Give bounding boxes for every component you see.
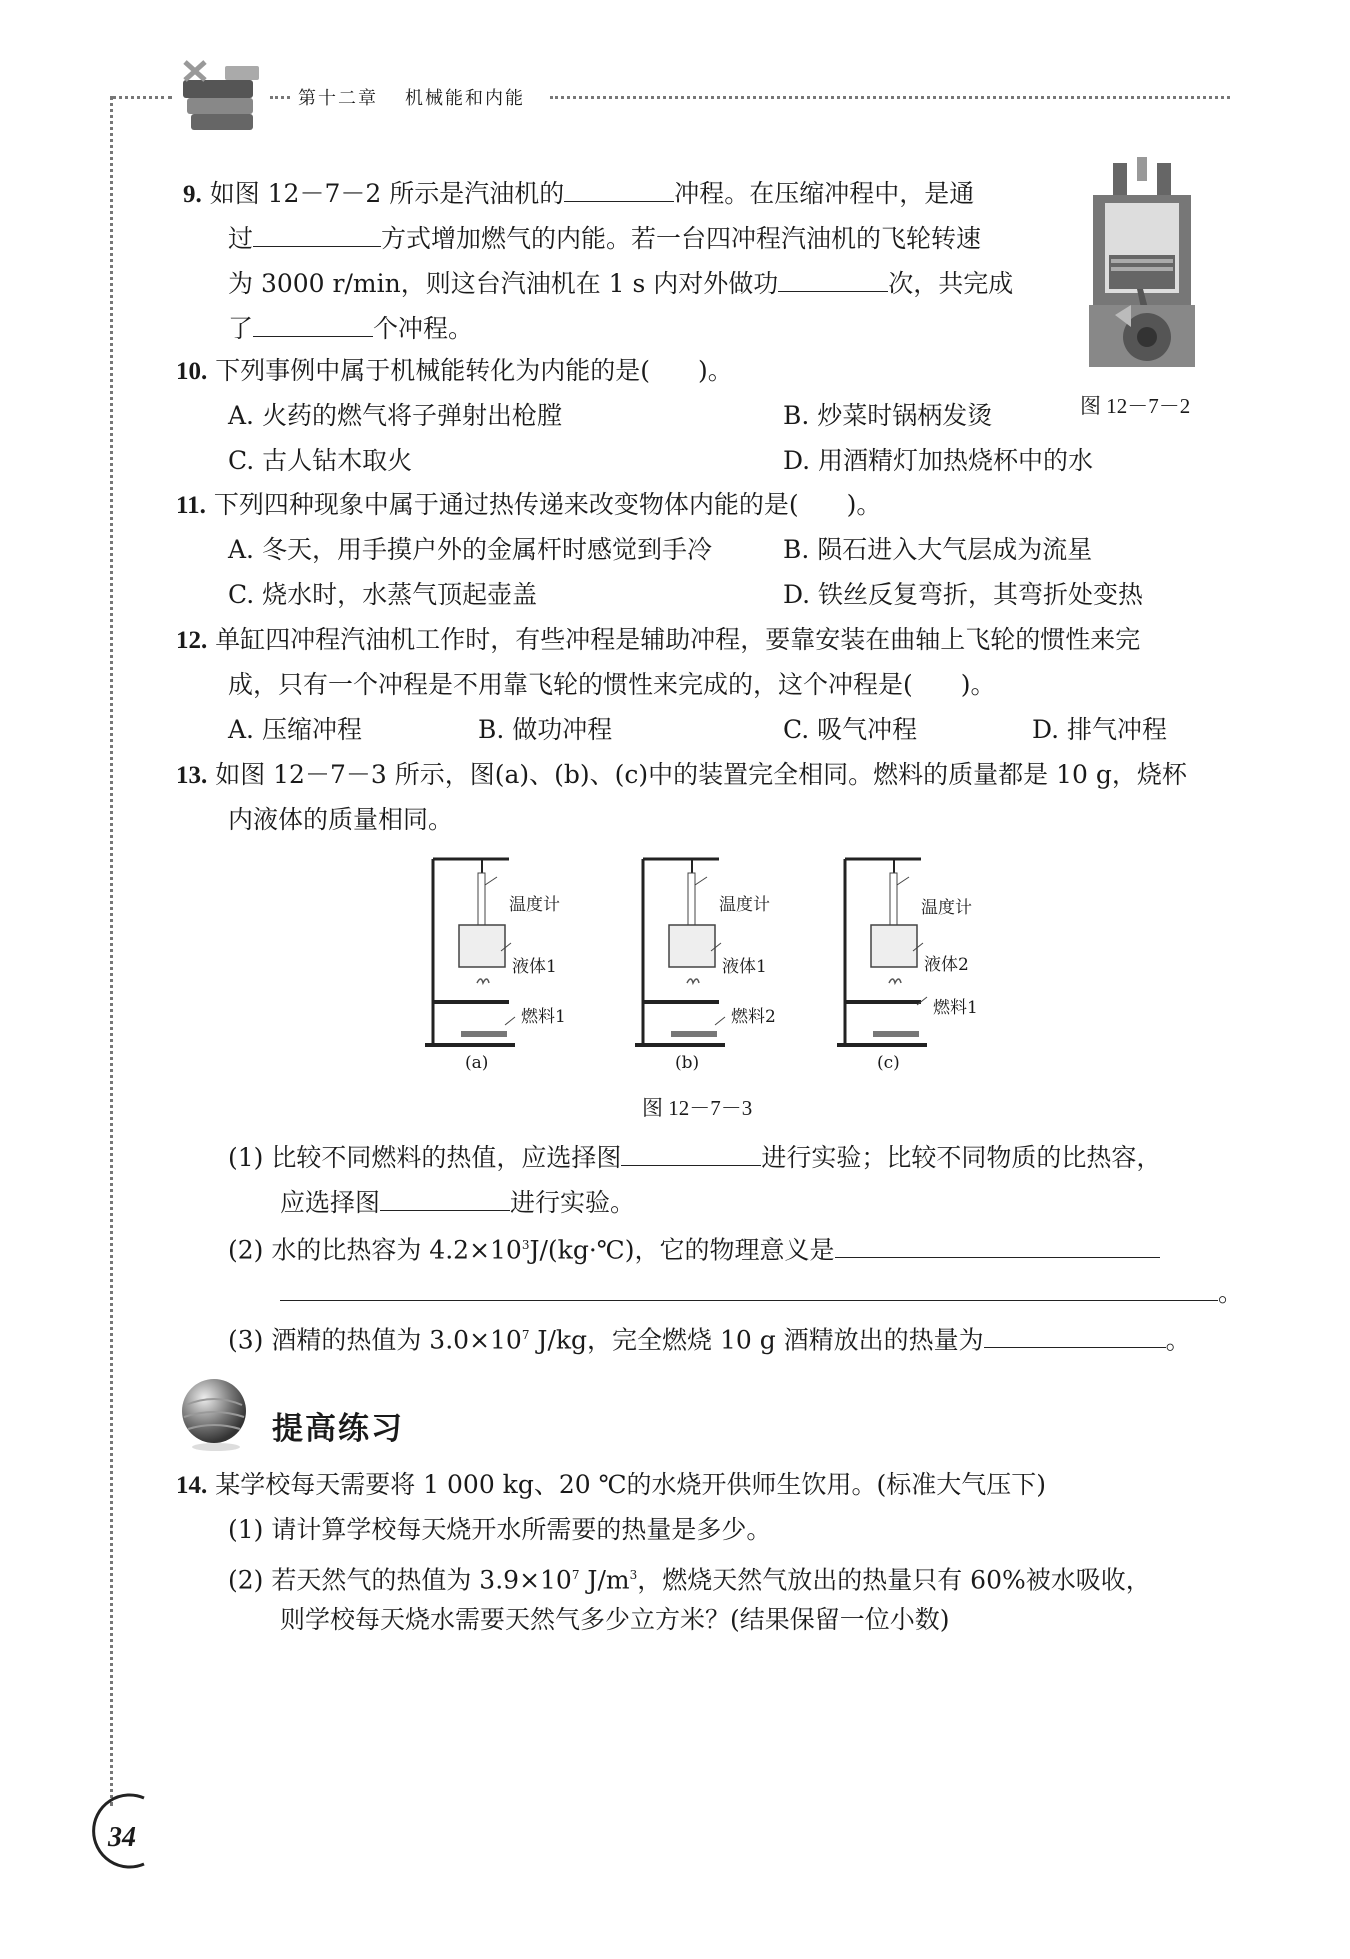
chapter-books-icon [165,52,275,142]
question-text: )。 [846,490,882,519]
question-text: ，燃烧天然气放出的热量只有 60%被水吸收， [637,1565,1151,1595]
answer-blank[interactable] [564,175,674,202]
chapter-label: 第十二章 [298,88,378,109]
question-text: (1) 比较不同燃料的热值，应选择图 [228,1143,622,1172]
question-text: 应选择图 [280,1188,381,1217]
question-text: 单缸四冲程汽油机工作时，有些冲程是辅助冲程，要靠安装在曲轴上飞轮的惯性来完 [215,625,1141,654]
answer-blank[interactable] [280,1274,1218,1301]
apparatus-c [837,855,1037,1085]
thermometer-label: 温度计 [921,898,972,918]
option-b[interactable]: B. 炒菜时锅柄发烫 [783,401,993,430]
question-text: J/(kg·℃)，它的物理意义是 [529,1235,835,1265]
question-text: 为 3000 r/min，则这台汽油机在 1 s 内对外做功 [228,269,779,298]
question-text: 。 [1165,1325,1191,1355]
answer-blank[interactable] [778,265,888,292]
question-text: 内液体的质量相同。 [228,805,454,834]
answer-blank[interactable] [621,1139,761,1166]
question-text: 方式增加燃气的内能。若一台四冲程汽油机的飞轮转速 [381,224,982,253]
option-c[interactable]: C. 吸气冲程 [783,715,918,744]
option-a[interactable]: A. 火药的燃气将子弹射出枪膛 [228,401,562,430]
question-text: 如图 12－7－2 所示是汽油机的 [209,179,565,208]
question-text: J/m [579,1565,630,1595]
exponent: 3 [629,1568,638,1582]
page-number: 34 [108,1822,136,1853]
question-text: (1) 请计算学校每天烧开水所需要的热量是多少。 [228,1515,772,1544]
figure-sublabel: (c) [877,1053,900,1073]
question-text: 下列事例中属于机械能转化为内能的是( [215,356,650,385]
option-c[interactable]: C. 烧水时，水蒸气顶起壶盖 [228,580,538,609]
question-text: )。 [697,356,733,385]
question-text: 如图 12－7－3 所示，图(a)、(b)、(c)中的装置完全相同。燃料的质量都是 10 g，烧杯 [215,760,1187,789]
question-text: 了 [228,314,254,343]
figure-sublabel: (b) [675,1053,700,1073]
apparatus-b [635,855,835,1085]
question-text: 。 [1218,1278,1244,1307]
question-text: 过 [228,224,254,253]
question-text: 冲程。在压缩冲程中，是通 [674,179,975,208]
thermometer-label: 温度计 [719,895,770,915]
option-d[interactable]: D. 排气冲程 [1032,715,1168,744]
question-text: 下列四种现象中属于通过热传递来改变物体内能的是( [213,490,799,519]
question-number: 14. [176,1472,208,1499]
liquid-label: 液体2 [924,955,969,975]
apparatus-a [425,855,625,1085]
exponent: 3 [521,1238,530,1252]
exponent: 7 [571,1568,580,1582]
question-text: (3) 酒精的热值为 3.0×10 [228,1325,522,1355]
answer-blank[interactable] [984,1321,1166,1348]
answer-blank[interactable] [253,310,373,337]
liquid-label: 液体1 [722,957,767,977]
apparatus-figures [425,855,1025,1085]
option-a[interactable]: A. 压缩冲程 [228,715,362,744]
fuel-label: 燃料1 [933,998,978,1018]
chapter-title: 机械能和内能 [405,88,525,109]
globe-icon [178,1375,256,1453]
liquid-label: 液体1 [512,957,557,977]
answer-blank[interactable] [380,1184,510,1211]
exponent: 7 [521,1328,530,1342]
margin-dotted-line [110,96,113,1806]
fuel-label: 燃料1 [521,1007,566,1027]
figure-sublabel: (a) [465,1053,489,1073]
option-c[interactable]: C. 古人钻木取火 [228,446,413,475]
question-text: 某学校每天需要将 1 000 kg、20 ℃的水烧开供师生饮用。(标准大气压下) [215,1470,1047,1499]
question-text: 进行实验。 [510,1188,636,1217]
figure-caption: 图 12－7－2 [1080,394,1191,418]
answer-blank[interactable] [835,1231,1160,1258]
question-text: 个冲程。 [373,314,474,343]
question-text: J/kg，完全燃烧 10 g 酒精放出的热量为 [529,1325,984,1355]
question-number: 9. [183,181,202,208]
option-d[interactable]: D. 铁丝反复弯折，其弯折处变热 [783,580,1144,609]
question-number: 12. [176,627,208,654]
thermometer-label: 温度计 [509,895,560,915]
question-text: 成，只有一个冲程是不用靠飞轮的惯性来完成的，这个冲程是( [228,670,913,699]
option-a[interactable]: A. 冬天，用手摸户外的金属杆时感觉到手冷 [228,535,712,564]
option-d[interactable]: D. 用酒精灯加热烧杯中的水 [783,446,1094,475]
fuel-label: 燃料2 [731,1007,776,1027]
question-text: )。 [960,670,996,699]
question-number: 13. [176,762,208,789]
question-number: 11. [176,492,206,519]
answer-blank[interactable] [253,220,381,247]
question-text: 则学校每天烧水需要天然气多少立方米？(结果保留一位小数) [280,1605,950,1634]
question-text: (2) 若天然气的热值为 3.9×10 [228,1565,572,1595]
option-b[interactable]: B. 陨石进入大气层成为流星 [783,535,1093,564]
question-text: 次，共完成 [888,269,1014,298]
section-title: 提高练习 [272,1411,404,1447]
question-number: 10. [176,358,208,385]
option-b[interactable]: B. 做功冲程 [478,715,613,744]
engine-cylinder-figure [1085,155,1200,377]
question-text: (2) 水的比热容为 4.2×10 [228,1235,522,1265]
figure-caption: 图 12－7－3 [642,1096,753,1120]
question-text: 进行实验；比较不同物质的比热容， [761,1143,1162,1172]
